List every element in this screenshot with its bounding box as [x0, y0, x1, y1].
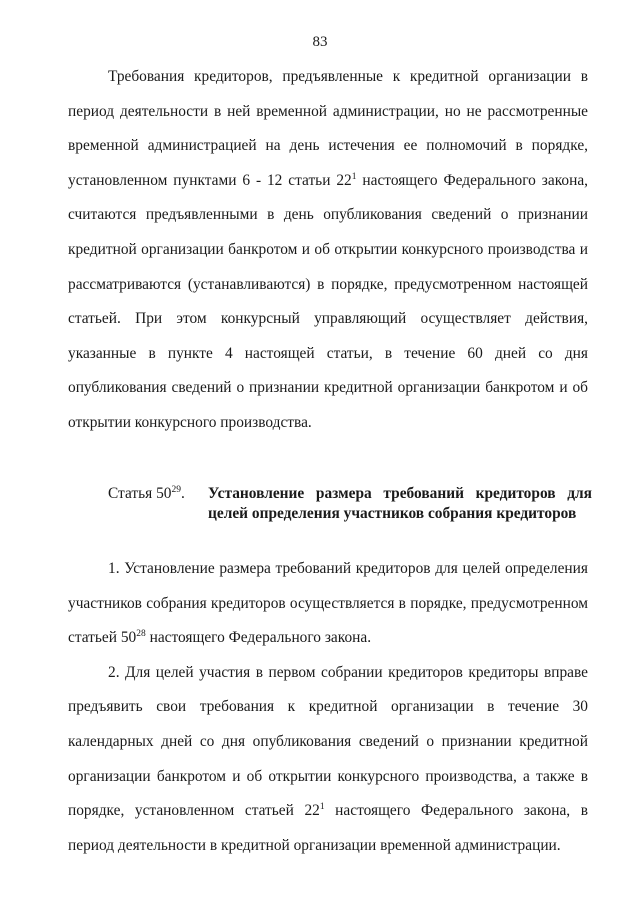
- page-number: 83: [312, 34, 328, 50]
- paragraph-item-2: [68, 656, 588, 864]
- article-label-text: Статья 50: [108, 485, 172, 502]
- article-label-superscript: 29: [171, 484, 181, 495]
- paragraph-text: 1. Установление размера требований кредиторов для целей определения участников собрания кредиторов осуществляется в порядке, предусмотренном статьей 50: [68, 560, 588, 647]
- paragraph-claims-during-temporary-administration: [68, 60, 588, 441]
- article-label: [108, 484, 185, 504]
- paragraph-text: 2. Для целей участия в первом собрании кредиторов кредиторы вправе предъявить свои требования к кредитной организации в течение 30 календарных дней со дня опубликования сведений о признании кредитной организации банкротом и об открытии конкурсного производства, а также в порядке, установленном статьей 22: [68, 663, 588, 820]
- paragraph: [68, 60, 588, 441]
- article-body: [68, 552, 588, 863]
- paragraph-item-1: [68, 552, 588, 656]
- paragraph-text: настоящего Федерального закона.: [145, 629, 372, 647]
- superscript: 1: [351, 171, 357, 182]
- article-label-suffix: .: [180, 485, 185, 502]
- paragraph-text: Требования кредиторов, предъявленные к кредитной организации в период деятельности в ней временной администрации, но не рассмотренные временной администрацией на день истечения ее полномочий в порядке, установленном пунктами 6 - 12 статьи 22: [68, 68, 588, 189]
- paragraph-text: настоящего Федерального закона, считаются предъявленными в день опубликования сведений о признании кредитной организации банкротом и об открытии конкурсного производства и рассматриваются (устанавливаются) в порядке, предусмотренном настоящей статьей. При этом конкурсный управляющий осуществляет действия, указанные в пункте 4 настоящей статьи, в течение 60 дней со дня опубликования сведений о признании кредитной организации банкротом и об открытии конкурсного производства.: [68, 171, 589, 431]
- article-title: Установление размера требований кредиторов для целей определения участников собрания кредиторов: [208, 485, 592, 522]
- superscript: 1: [319, 802, 325, 813]
- paragraph-text: настоящего Федерального закона, в период деятельности в кредитной организации временной администрации.: [68, 802, 588, 854]
- superscript: 28: [136, 629, 146, 640]
